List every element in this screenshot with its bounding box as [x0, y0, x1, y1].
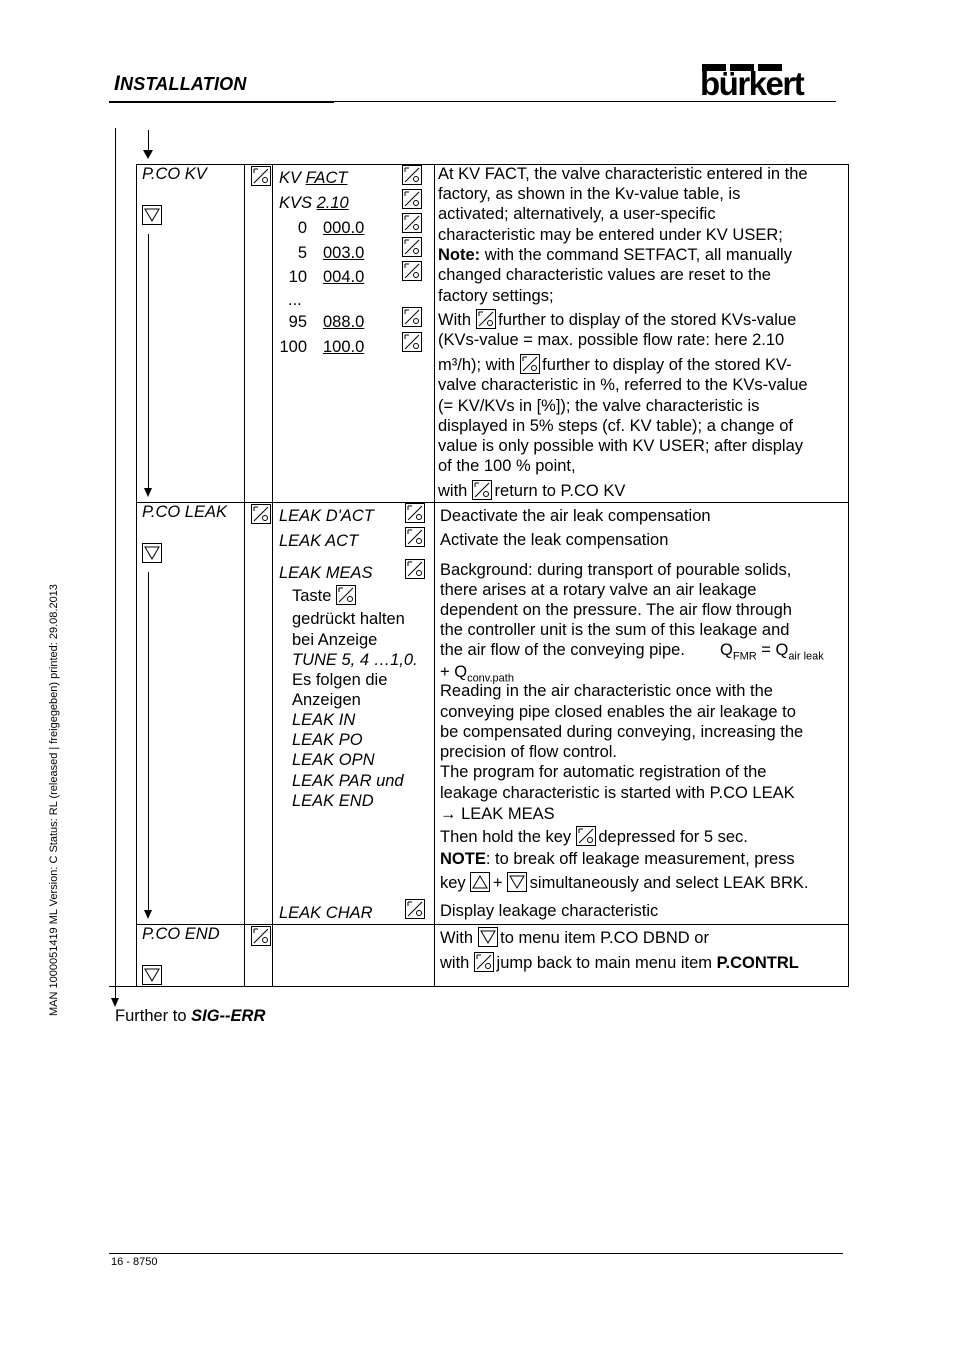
enter-key-icon — [402, 307, 420, 326]
kvs-prefix: KVS — [279, 194, 317, 212]
header-rule — [109, 101, 334, 103]
flow-arrow-kv — [144, 488, 152, 497]
up-key-icon — [470, 872, 488, 891]
col-border-2 — [244, 164, 245, 986]
enter-key-icon — [474, 952, 492, 971]
leak-desc-activate: Activate the leak compensation — [440, 531, 669, 549]
leak-sub-line-3: bei Anzeige — [292, 631, 378, 649]
kv-desc-line-1: At KV FACT, the valve characteristic entered in the — [438, 165, 808, 183]
leak-par-label: LEAK PAR — [292, 772, 372, 790]
kv-fact-value: FACT — [305, 169, 348, 187]
kv-desc-line-10b: further to display of the stored KV- — [537, 356, 792, 374]
kv-desc-line-15: of the 100 % point, — [438, 457, 576, 475]
enter-key-icon — [251, 166, 269, 185]
kv-desc-note — [438, 245, 792, 265]
hold-text-a: Then hold the key — [440, 828, 576, 846]
leak-desc-keys — [440, 872, 808, 893]
leak-desc-reading-1: Reading in the air characteristic once with the — [440, 682, 773, 700]
option-leak-meas: LEAK MEAS — [279, 564, 373, 582]
formula-plus: + Q — [440, 663, 468, 681]
leak-desc-program-1: The program for automatic registration of the — [440, 763, 767, 781]
taste-label: Taste — [292, 587, 332, 605]
enter-key-icon — [576, 826, 594, 845]
enter-key-icon — [402, 213, 420, 232]
leak-sub-leak-in: LEAK IN — [292, 711, 356, 729]
end-desc-line-1 — [440, 927, 709, 948]
leak-desc-deactivate: Deactivate the air leak compensation — [440, 507, 711, 525]
col-border-3 — [272, 164, 273, 986]
kv-desc-line-6: changed characteristic values are reset to the — [438, 266, 771, 284]
leak-sub-leak-end: LEAK END — [292, 792, 374, 810]
leak-desc-note — [440, 849, 795, 869]
further-to-note — [115, 1006, 265, 1026]
leak-desc-reading-3: be compensated during conveying, increasing the — [440, 723, 804, 741]
flow-line-kv — [148, 234, 149, 490]
formula-eq: = Q — [756, 641, 789, 659]
note-label: Note: — [438, 246, 481, 264]
note-rest: : to break off leakage measurement, press — [485, 850, 795, 868]
kv-desc-line-9: (KVs-value = max. possible flow rate: here 2.10 — [438, 331, 785, 349]
kv-desc-line-4: characteristic may be entered under KV USER; — [438, 226, 783, 244]
enter-key-icon — [405, 899, 423, 918]
kv-row-95-value: 088.0 — [323, 313, 365, 331]
kv-row-10-pct: 10 — [288, 268, 307, 286]
kv-prefix: KV — [279, 169, 306, 187]
page-title — [114, 72, 247, 96]
option-leak-char: LEAK CHAR — [279, 904, 373, 922]
kvs-value: 2.10 — [316, 194, 349, 212]
kv-desc-line-10 — [438, 354, 792, 375]
leak-desc-bg-5: the air flow of the conveying pipe. — [440, 641, 685, 659]
option-kvs — [279, 193, 349, 213]
down-key-icon — [478, 927, 496, 946]
col-border-1 — [136, 164, 137, 986]
kv-row-0-pct: 0 — [297, 219, 307, 237]
enter-key-icon — [402, 261, 420, 280]
kv-desc-line-8 — [438, 309, 796, 330]
document-status-note: MAN 1000051419 ML Version: C Status: RL (released | freigegeben) printed: 29.08.2013 — [48, 584, 60, 1016]
leak-desc-program-3: → LEAK MEAS — [440, 805, 555, 823]
enter-key-icon — [402, 165, 420, 184]
down-key-icon — [142, 965, 160, 984]
kv-row-5-pct: 5 — [297, 244, 307, 262]
menu-item-pco-kv: P.CO KV — [142, 165, 207, 183]
flow-line-leak — [148, 572, 149, 912]
enter-key-icon — [251, 504, 269, 523]
kv-desc-line-8b: further to display of the stored KVs-value — [493, 311, 797, 329]
enter-key-icon — [405, 559, 423, 578]
row-divider-kv-leak — [136, 502, 849, 503]
end-text-pcontrl: P.CONTRL — [716, 954, 799, 972]
leak-desc-bg-1: Background: during transport of pourable solids, — [440, 561, 792, 579]
kv-desc-line-14: value is only possible with KV USER; after display — [438, 437, 803, 455]
enter-key-icon — [520, 354, 538, 373]
leak-sub-leak-opn: LEAK OPN — [292, 751, 375, 769]
page-title-initial: I — [114, 72, 121, 95]
option-kv-fact — [279, 168, 347, 188]
kv-desc-line-16b: return to P.CO KV — [489, 482, 626, 500]
formula-airleak: air leak — [788, 650, 824, 663]
keys-text-c: simultaneously and select LEAK BRK. — [525, 874, 809, 892]
leak-desc-reading-4: precision of flow control. — [440, 743, 617, 761]
enter-key-icon — [472, 480, 490, 499]
kv-row-100-value: 100.0 — [323, 338, 365, 356]
leak-sub-line-6: Anzeigen — [292, 691, 361, 709]
kv-desc-line-16 — [438, 480, 625, 501]
down-key-icon — [142, 205, 160, 224]
further-target: SIG--ERR — [191, 1007, 266, 1025]
leak-par-und: und — [371, 772, 404, 790]
leak-sub-leak-par — [292, 771, 404, 791]
end-desc-line-2 — [440, 952, 799, 973]
enter-key-icon — [402, 237, 420, 256]
menu-item-pco-leak: P.CO LEAK — [142, 503, 227, 521]
leak-sub-taste — [292, 585, 354, 606]
end-text-1a: With — [440, 929, 478, 947]
kv-desc-line-5: with the command SETFACT, all manually — [480, 246, 792, 264]
hold-text-b: depressed for 5 sec. — [593, 828, 748, 846]
flow-arrow-top — [143, 150, 153, 159]
formula-q: Q — [720, 641, 733, 659]
formula-fmr: FMR — [732, 650, 757, 663]
kv-desc-line-7: factory settings; — [438, 287, 554, 305]
leak-sub-line-5: Es folgen die — [292, 671, 388, 689]
leak-desc-char: Display leakage characteristic — [440, 902, 659, 920]
end-text-2a: with — [440, 954, 474, 972]
kv-desc-line-16a: with — [438, 482, 472, 500]
kv-row-10-value: 004.0 — [323, 268, 365, 286]
kv-ellipsis: ... — [288, 291, 302, 309]
enter-key-icon — [405, 503, 423, 522]
leak-desc-bg-2: there arises at a rotary valve an air leakage — [440, 581, 757, 599]
enter-key-icon — [402, 189, 420, 208]
end-text-1b: to menu item P.CO DBND or — [495, 929, 709, 947]
leak-desc-reading-2: conveying pipe closed enables the air leakage to — [440, 703, 796, 721]
col-border-4 — [434, 164, 435, 986]
kv-row-0-value: 000.0 — [323, 219, 365, 237]
keys-plus: + — [488, 874, 508, 892]
col-border-5 — [848, 164, 849, 986]
kv-desc-line-3: activated; alternatively, a user-specific — [438, 205, 716, 223]
formula-conv: conv.path — [467, 672, 514, 685]
enter-key-icon — [476, 309, 494, 328]
row-divider-leak-end — [136, 924, 849, 925]
enter-key-icon — [251, 926, 269, 945]
outer-left-line — [115, 128, 116, 986]
kv-desc-line-2: factory, as shown in the Kv-value table, is — [438, 185, 741, 203]
kv-desc-line-8a: With — [438, 311, 476, 329]
kv-desc-line-13: displayed in 5% steps (cf. KV table); a change of — [438, 417, 793, 435]
leak-sub-line-2: gedrückt halten — [292, 610, 405, 628]
leak-sub-leak-po: LEAK PO — [292, 731, 363, 749]
kv-desc-line-11: valve characteristic in %, referred to the KVs-value — [438, 376, 808, 394]
kv-row-95-pct: 95 — [288, 313, 307, 331]
leak-desc-hold — [440, 826, 748, 847]
page-title-rest: NSTALLATION — [120, 74, 247, 94]
further-prefix: Further to — [115, 1007, 192, 1025]
note-label: NOTE — [440, 850, 486, 868]
end-text-2b: jump back to main menu item — [491, 954, 717, 972]
enter-key-icon — [402, 332, 420, 351]
keys-text-a: key — [440, 874, 471, 892]
leak-desc-program-2: leakage characteristic is started with P.CO LEAK — [440, 784, 795, 802]
kv-row-5-value: 003.0 — [323, 244, 365, 262]
footer-rule — [109, 1253, 843, 1254]
option-leak-dact: LEAK D'ACT — [279, 507, 374, 525]
page-number: 16 - 8750 — [111, 1256, 158, 1268]
kv-desc-line-12: (= KV/KVs in [%]); the valve characteristic is — [438, 397, 760, 415]
burkert-logo — [700, 62, 834, 102]
enter-key-icon — [405, 527, 423, 546]
logo-text: bürkert — [700, 65, 804, 102]
kv-desc-line-10a: m³/h); with — [438, 356, 520, 374]
menu-item-pco-end: P.CO END — [142, 925, 220, 943]
leak-desc-bg-3: dependent on the pressure. The air flow through — [440, 601, 792, 619]
leak-desc-bg-4: the controller unit is the sum of this leakage and — [440, 621, 790, 639]
down-key-icon — [507, 872, 525, 891]
flow-arrow-leak — [144, 910, 152, 919]
table-bottom-border — [109, 986, 849, 987]
down-key-icon — [142, 543, 160, 562]
enter-key-icon — [336, 585, 354, 604]
kv-row-100-pct: 100 — [279, 338, 307, 356]
option-leak-act: LEAK ACT — [279, 532, 359, 550]
leak-formula — [720, 640, 824, 666]
leak-sub-line-4: TUNE 5, 4 …1,0. — [292, 651, 418, 669]
